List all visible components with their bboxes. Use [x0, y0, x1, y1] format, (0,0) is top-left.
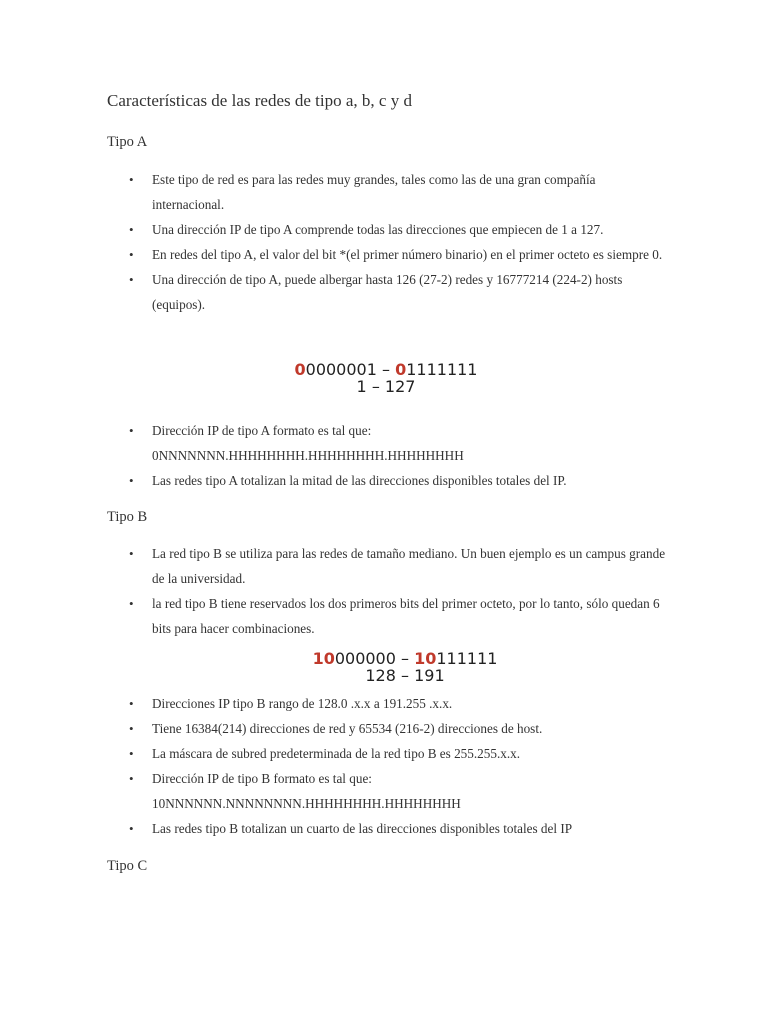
list-item: • Las redes tipo A totalizan la mitad de las direcciones disponibles totales del IP.	[107, 468, 667, 493]
tipo-b-list-2	[107, 691, 667, 841]
list-item: • Tiene 16384(214) direcciones de red y 65534 (216-2) direcciones de host.	[107, 716, 667, 741]
binary-bit-highlight: 10	[312, 649, 335, 668]
list-item: • Una dirección IP de tipo A comprende todas las direcciones que empiecen de 1 a 127.	[107, 217, 667, 242]
range-dash: –	[395, 649, 415, 668]
list-item: • Dirección IP de tipo A formato es tal que: 0NNNNNNN.HHHHHHHH.HHHHHHHH.HHHHHHHH	[107, 418, 667, 468]
binary-digits: 0000001	[305, 360, 377, 379]
tipo-a-list-2	[107, 418, 667, 493]
list-item: • La máscara de subred predeterminada de la red tipo B es 255.255.x.x.	[107, 741, 667, 766]
list-item: • Una dirección de tipo A, puede albergar hasta 126 (27-2) redes y 16777214 (224-2) hosts (equipos).	[107, 267, 667, 317]
list-item: • En redes del tipo A, el valor del bit *(el primer número binario) en el primer octeto es siempre 0.	[107, 242, 667, 267]
tipo-a-list-1	[107, 167, 667, 317]
tipo-b-list-1	[107, 541, 667, 641]
decimal-range: 128 – 191	[365, 666, 445, 685]
binary-digits: 000000	[334, 649, 396, 668]
section-heading-tipo-b: Tipo B	[107, 509, 148, 525]
binary-digits: 111111	[436, 649, 498, 668]
list-item: • Las redes tipo B totalizan un cuarto de las direcciones disponibles totales del IP	[107, 816, 667, 841]
section-heading-tipo-a: Tipo A	[107, 134, 148, 150]
tipo-b-binary-figure	[306, 650, 504, 684]
binary-digits: 1111111	[406, 360, 478, 379]
list-item: • La red tipo B se utiliza para las redes de tamaño mediano. Un buen ejemplo es un campus grande de la universidad.	[107, 541, 667, 591]
range-dash: –	[376, 360, 396, 379]
list-item: • la red tipo B tiene reservados los dos primeros bits del primer octeto, por lo tanto, sólo quedan 6 bits para hacer combinaciones.	[107, 591, 667, 641]
list-item: • Direcciones IP tipo B rango de 128.0 .x.x a 191.255 .x.x.	[107, 691, 667, 716]
page-title: Características de las redes de tipo a, b, c y d	[107, 91, 412, 110]
decimal-range: 1 – 127	[356, 377, 416, 396]
list-item: • Este tipo de red es para las redes muy grandes, tales como las de una gran compañía internacional.	[107, 167, 667, 217]
list-item: • Dirección IP de tipo B formato es tal que: 10NNNNNN.NNNNNNNN.HHHHHHHH.HHHHHHHH	[107, 766, 667, 816]
tipo-a-binary-figure	[290, 361, 482, 395]
binary-bit-highlight: 10	[414, 649, 437, 668]
binary-bit-highlight: 0	[395, 360, 407, 379]
binary-bit-highlight: 0	[294, 360, 306, 379]
section-heading-tipo-c: Tipo C	[107, 858, 148, 874]
